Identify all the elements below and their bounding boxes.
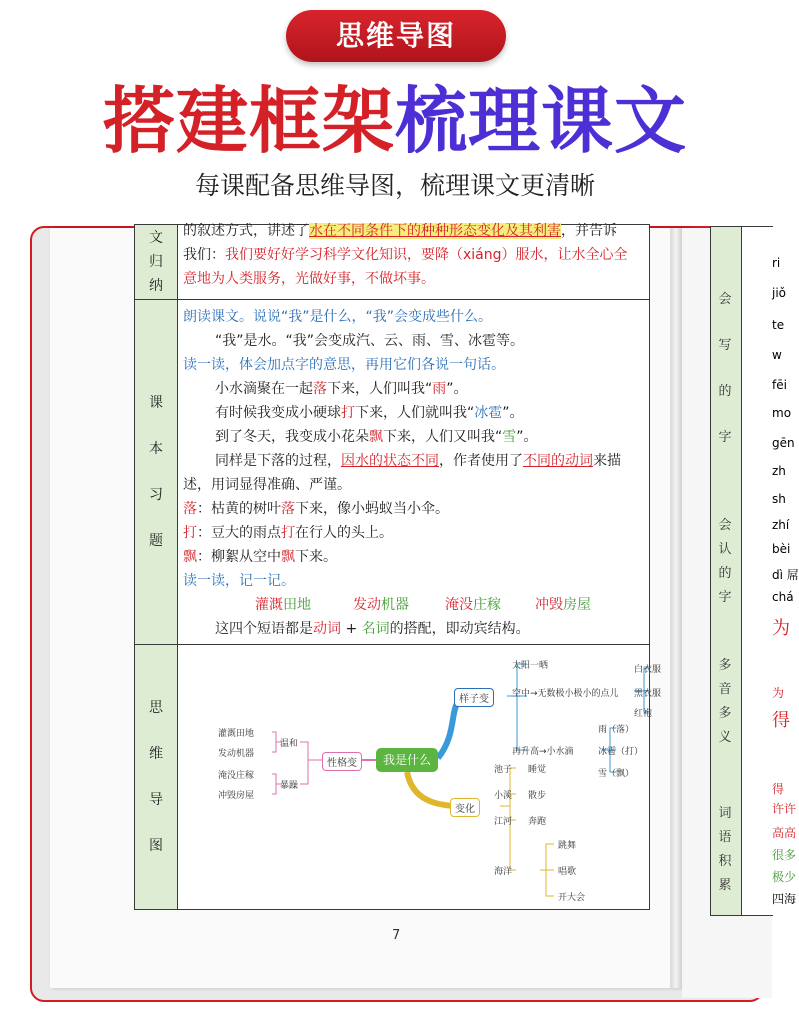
words-cell: 很多 [772, 848, 797, 862]
write-cell: jiǒ [772, 286, 787, 300]
node-hail: 冰雹（打） [598, 747, 644, 757]
poly-cell: 为 [772, 686, 785, 700]
recognize-cell: chá [772, 590, 794, 604]
words-cell: 四海 [772, 892, 797, 906]
poly-cell: 得 [772, 710, 790, 731]
node-g2: 发动机器 [218, 749, 255, 759]
exercise-q2: 读一读，体会加点字的意思，再用它们各说一句话。 [183, 357, 505, 373]
node-black: 黑衣服 [634, 689, 662, 699]
node-g1: 灌溉田地 [218, 729, 255, 739]
write-label: 会 写 的 字 [718, 292, 732, 445]
row-divider [135, 644, 649, 645]
phrase-summary: 这四个短语都是动词 + 名词的搭配，即动宾结构。 [215, 621, 530, 637]
write-cell: fēi [772, 378, 787, 392]
poly-cell: 得 [772, 782, 785, 796]
sentence-3: 到了冬天，我变成小花朵飘下来，人们又叫我“雪”。 [215, 429, 538, 445]
example-3: 飘：柳絮从空中飘下来。 [183, 549, 337, 565]
exercise-label: 课 本 习 题 [135, 300, 178, 644]
node-sky: 空中→无数极小极小的点儿 [512, 689, 619, 699]
summary-label: 文 归 纳 [135, 225, 178, 299]
write-cell: w [772, 348, 782, 362]
sentence-1: 小水滴聚在一起落下来，人们叫我“雨”。 [215, 381, 468, 397]
poly-cell: 为 [772, 618, 790, 639]
phrase-3: 淹没庄稼 [445, 597, 501, 613]
node-dance: 跳舞 [558, 841, 577, 851]
headline-part1: 搭建框架 [102, 79, 395, 163]
note-line-1: 同样是下落的过程，因水的状态不同，作者使用了不同的动词来描 [215, 453, 621, 469]
node-sleep: 睡觉 [528, 765, 547, 775]
mindmap-label: 思 维 导 图 [135, 645, 178, 909]
recognize-label: 会 认 的 字 [718, 518, 732, 605]
node-party: 开大会 [558, 893, 586, 903]
headline-part2: 梳理课文 [395, 79, 688, 163]
write-cell: te [772, 318, 785, 332]
words-cell: 许许 [772, 802, 797, 816]
phrase-4: 冲毁房屋 [535, 597, 591, 613]
node-gentle: 温和 [280, 739, 299, 749]
node-fall: 再升高→小水滴 [512, 747, 574, 757]
node-violent: 暴躁 [280, 781, 299, 791]
mind-map-center: 我是什么 [376, 748, 438, 772]
phrase-2: 发动机器 [353, 597, 409, 613]
node-v2: 冲毁房屋 [218, 791, 255, 801]
exercise-q1: 朗读课文。说说“我”是什么，“我”会变成些什么。 [183, 309, 493, 325]
exercise-a1: “我”是水。“我”会变成汽、云、雨、雪、冰雹等。 [215, 333, 525, 349]
recognize-cell: zhí [772, 518, 790, 532]
node-temper: 性格变 [322, 752, 362, 771]
node-shape: 样子变 [454, 688, 494, 707]
write-cell: ri [772, 256, 781, 270]
recognize-cell: bèi [772, 542, 791, 556]
recognize-cell: dì 屌 [772, 568, 799, 582]
summary-line-2: 我们：我们要好好学习科学文化知识，要降（xiáng）服水，让水全心全 [183, 247, 628, 263]
section-badge: 思维导图 [286, 10, 506, 62]
subtitle: 每课配备思维导图，梳理课文更清晰 [194, 171, 595, 200]
summary-line-1: 的叙述方式，讲述了水在不同条件下的种种形态变化及其利害，并告诉 [183, 223, 617, 239]
node-change: 变化 [450, 798, 480, 817]
node-sea: 海洋 [494, 867, 513, 877]
write-cell: mo [772, 406, 792, 420]
node-walk: 散步 [528, 791, 547, 801]
node-v1: 淹没庄稼 [218, 771, 255, 781]
write-cell: zh [772, 464, 786, 478]
node-white: 白衣服 [634, 665, 662, 675]
node-snow: 雪（飘） [598, 769, 635, 779]
example-2: 打：豆大的雨点打在行人的头上。 [183, 525, 393, 541]
book-spine [670, 228, 682, 988]
headline [0, 78, 790, 164]
write-cell: gēn [772, 436, 795, 450]
node-run: 奔跑 [528, 817, 547, 827]
note-line-2: 述，用词显得准确、严谨。 [183, 477, 351, 493]
sentence-2: 有时候我变成小硬球打下来，人们就叫我“冰雹”。 [215, 405, 524, 421]
node-pond: 池子 [494, 765, 513, 775]
row-divider [135, 299, 649, 300]
poly-label: 多 音 多 义 [718, 658, 732, 745]
write-cell: sh [772, 492, 786, 506]
node-sun: 太阳一晒 [512, 661, 549, 671]
exercise-q3: 读一读，记一记。 [183, 573, 295, 589]
words-label: 词 语 积 累 [718, 806, 732, 893]
node-river: 江河 [494, 817, 513, 827]
summary-line-3: 意地为人类服务，光做好事，不做坏事。 [183, 271, 435, 287]
words-cell: 极少 [772, 870, 797, 884]
mind-map [182, 648, 662, 908]
node-rain: 雨（落） [598, 725, 635, 735]
node-brook: 小溪 [494, 791, 513, 801]
page-number: 7 [392, 928, 401, 943]
words-cell: 高高 [772, 826, 797, 840]
node-red: 红袍 [634, 709, 653, 719]
book-photo-frame [30, 223, 799, 1002]
example-1: 落：枯黄的树叶落下来，像小蚂蚁当小伞。 [183, 501, 449, 517]
phrase-1: 灌溉田地 [255, 597, 311, 613]
node-sing: 唱歌 [558, 867, 577, 877]
